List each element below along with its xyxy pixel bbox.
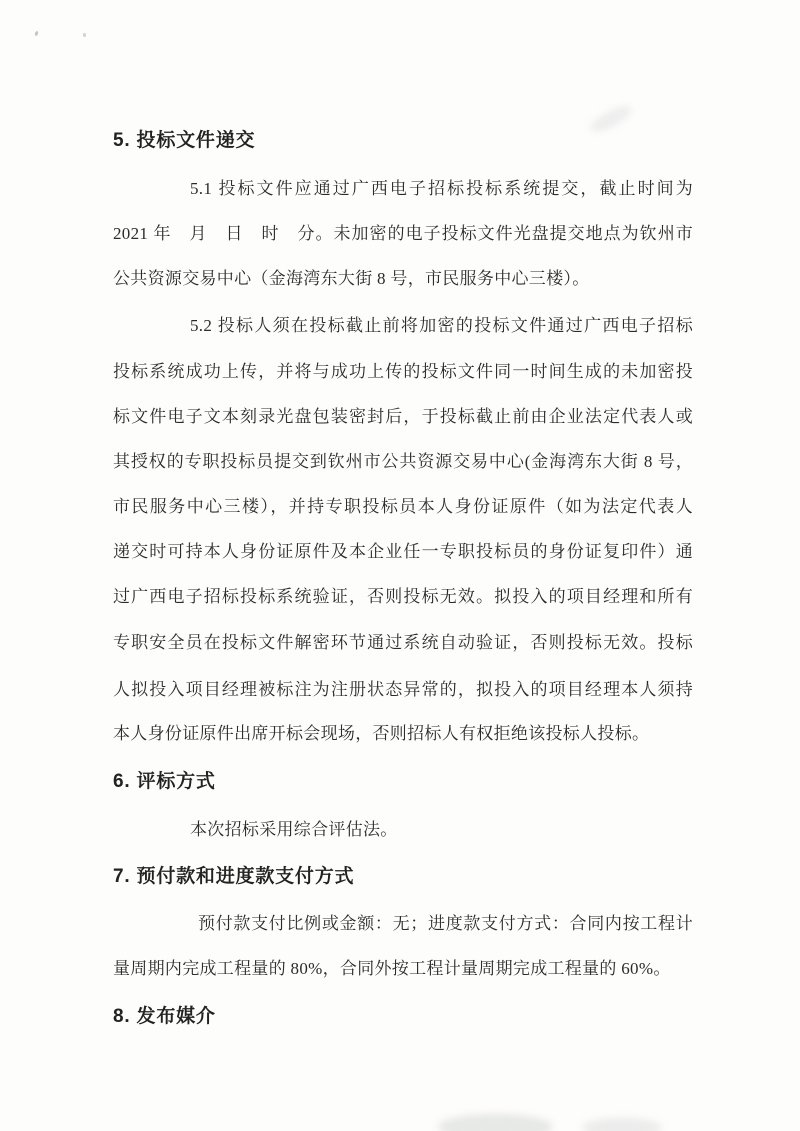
section-heading-5: 5. 投标文件递交	[113, 130, 256, 151]
document-line: 公共资源交易中心（金海湾东大街 8 号，市民服务中心三楼）。	[113, 269, 590, 288]
document-line: 本次招标采用综合评估法。	[190, 820, 398, 839]
document-line: 5.1 投标文件应通过广西电子招标投标系统提交，截止时间为	[190, 179, 693, 198]
document-line: 量周期内完成工程量的 80%，合同外按工程计量周期完成工程量的 60%。	[113, 959, 671, 978]
document-line: 其授权的专职投标员提交到钦州市公共资源交易中心(金海湾东大街 8 号，	[113, 452, 693, 471]
document-line: 过广西电子招标投标系统验证，否则投标无效。拟投入的项目经理和所有	[113, 587, 693, 606]
section-heading-6: 6. 评标方式	[113, 771, 216, 792]
document-line: 专职安全员在投标文件解密环节通过系统自动验证，否则投标无效。投标	[113, 633, 693, 652]
document-line: 人拟投入项目经理被标注为注册状态异常的，拟投入的项目经理本人须持	[113, 680, 693, 699]
section-heading-7: 7. 预付款和进度款支付方式	[113, 866, 355, 887]
document-line: 2021 年 月 日 时 分。未加密的电子投标文件光盘提交地点为钦州市	[113, 224, 693, 243]
document-line: 递交时可持本人身份证原件及本企业任一专职投标员的身份证复印件）通	[113, 542, 693, 561]
document-line: 投标系统成功上传，并将与成功上传的投标文件同一时间生成的未加密投	[113, 362, 693, 381]
scan-speck	[83, 33, 86, 37]
scan-speck	[34, 31, 39, 37]
document-line: 预付款支付比例或金额：无；进度款支付方式：合同内按工程计	[198, 914, 693, 933]
document-line: 5.2 投标人须在投标截止前将加密的投标文件通过广西电子招标	[190, 316, 693, 335]
document-line: 市民服务中心三楼），并持专职投标员本人身份证原件（如为法定代表人	[113, 497, 693, 516]
scan-smudge	[582, 1118, 662, 1131]
document-line: 本人身份证原件出席开标会现场，否则招标人有权拒绝该投标人投标。	[113, 724, 650, 743]
scan-smudge	[438, 1114, 553, 1131]
document-line: 标文件电子文本刻录光盘包装密封后，于投标截止前由企业法定代表人或	[113, 407, 693, 426]
section-heading-8: 8. 发布媒介	[113, 1006, 216, 1027]
